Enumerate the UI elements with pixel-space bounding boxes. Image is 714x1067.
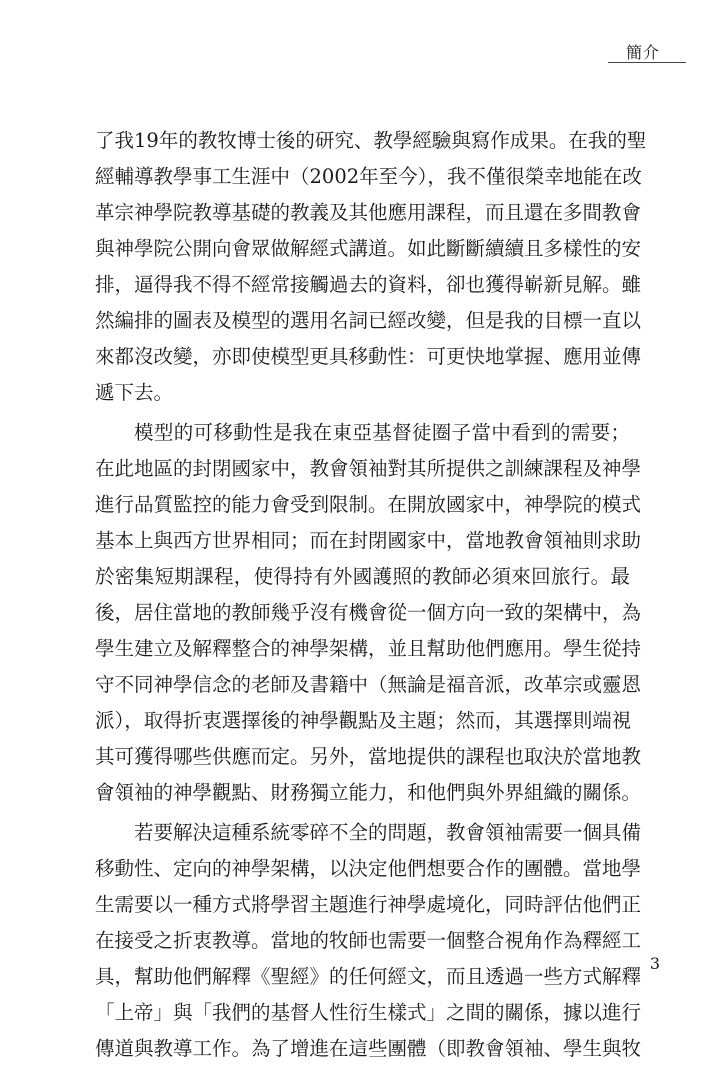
- text-line: 模型的可移動性是我在東亞基督徒圈子當中看到的需要；: [134, 421, 630, 444]
- text-line: 移動性、定向的神學架構，以決定他們想要合作的團體。當地學: [95, 857, 642, 880]
- text-line: 後，居住當地的教師幾乎沒有機會從一個方向一致的架構中，為: [95, 601, 642, 624]
- text-line: 於密集短期課程，使得持有外國護照的教師必須來回旅行。最: [95, 565, 630, 588]
- paragraph-1: [95, 123, 647, 411]
- text-line: 進行品質監控的能力會受到限制。在開放國家中，神學院的模式: [95, 493, 642, 516]
- text-line: 然編排的圖表及模型的選用名詞已經改變，但是我的目標一直以: [95, 309, 642, 332]
- text-line: 在接受之折衷教導。當地的牧師也需要一個整合視角作為釋經工: [95, 929, 642, 952]
- text-line: 守不同神學信念的老師及書籍中（無論是福音派，改革宗或靈恩: [95, 673, 642, 696]
- text-line: 其可獲得哪些供應而定。另外，當地提供的課程也取決於當地教: [95, 745, 642, 768]
- text-line: 具，幫助他們解釋《聖經》的任何經文，而且透過一些方式解釋: [95, 965, 642, 988]
- body-text: [95, 123, 647, 1067]
- running-header-title: 簡介: [625, 43, 660, 62]
- page-number: 3: [649, 954, 660, 973]
- text-line: 若要解決這種系統零碎不全的問題，教會領袖需要一個具備: [134, 821, 642, 844]
- text-line: 排，逼得我不得不經常接觸過去的資料，卻也獲得嶄新見解。雖: [95, 273, 642, 296]
- text-line: 學生建立及解釋整合的神學架構，並且幫助他們應用。學生從持: [95, 637, 642, 660]
- text-line: 會領袖的神學觀點、財務獨立能力，和他們與外界組織的關係。: [95, 781, 642, 804]
- text-line: 經輔導教學事工生涯中（2002年至今），我不僅很榮幸地能在改: [95, 165, 642, 188]
- paragraph-3: [95, 815, 642, 1067]
- text-line: 傳道與教導工作。為了增進在這些團體（即教會領袖、學生與牧: [95, 1037, 642, 1060]
- text-line: 在此地區的封閉國家中，教會領袖對其所提供之訓練課程及神學: [95, 457, 642, 480]
- text-line: 生需要以一種方式將學習主題進行神學處境化，同時評估他們正: [95, 893, 642, 916]
- text-line: 了我19年的教牧博士後的研究、教學經驗與寫作成果。在我的聖: [95, 129, 647, 152]
- text-line: 革宗神學院教導基礎的教義及其他應用課程，而且還在多間教會: [95, 201, 642, 224]
- paragraph-2: [95, 415, 642, 811]
- text-line: 「上帝」與「我們的基督人性衍生樣式」之間的關係，據以進行: [95, 1001, 642, 1024]
- text-line: 遞下去。: [95, 381, 174, 404]
- text-line: 來都沒改變，亦即使模型更具移動性：可更快地掌握、應用並傳: [95, 345, 642, 368]
- header-rule: [608, 62, 686, 63]
- text-line: 與神學院公開向會眾做解經式講道。如此斷斷續續且多樣性的安: [95, 237, 642, 260]
- text-line: 基本上與西方世界相同；而在封閉國家中，當地教會領袖則求助: [95, 529, 642, 552]
- text-line: 派），取得折衷選擇後的神學觀點及主題；然而，其選擇則端視: [95, 709, 632, 732]
